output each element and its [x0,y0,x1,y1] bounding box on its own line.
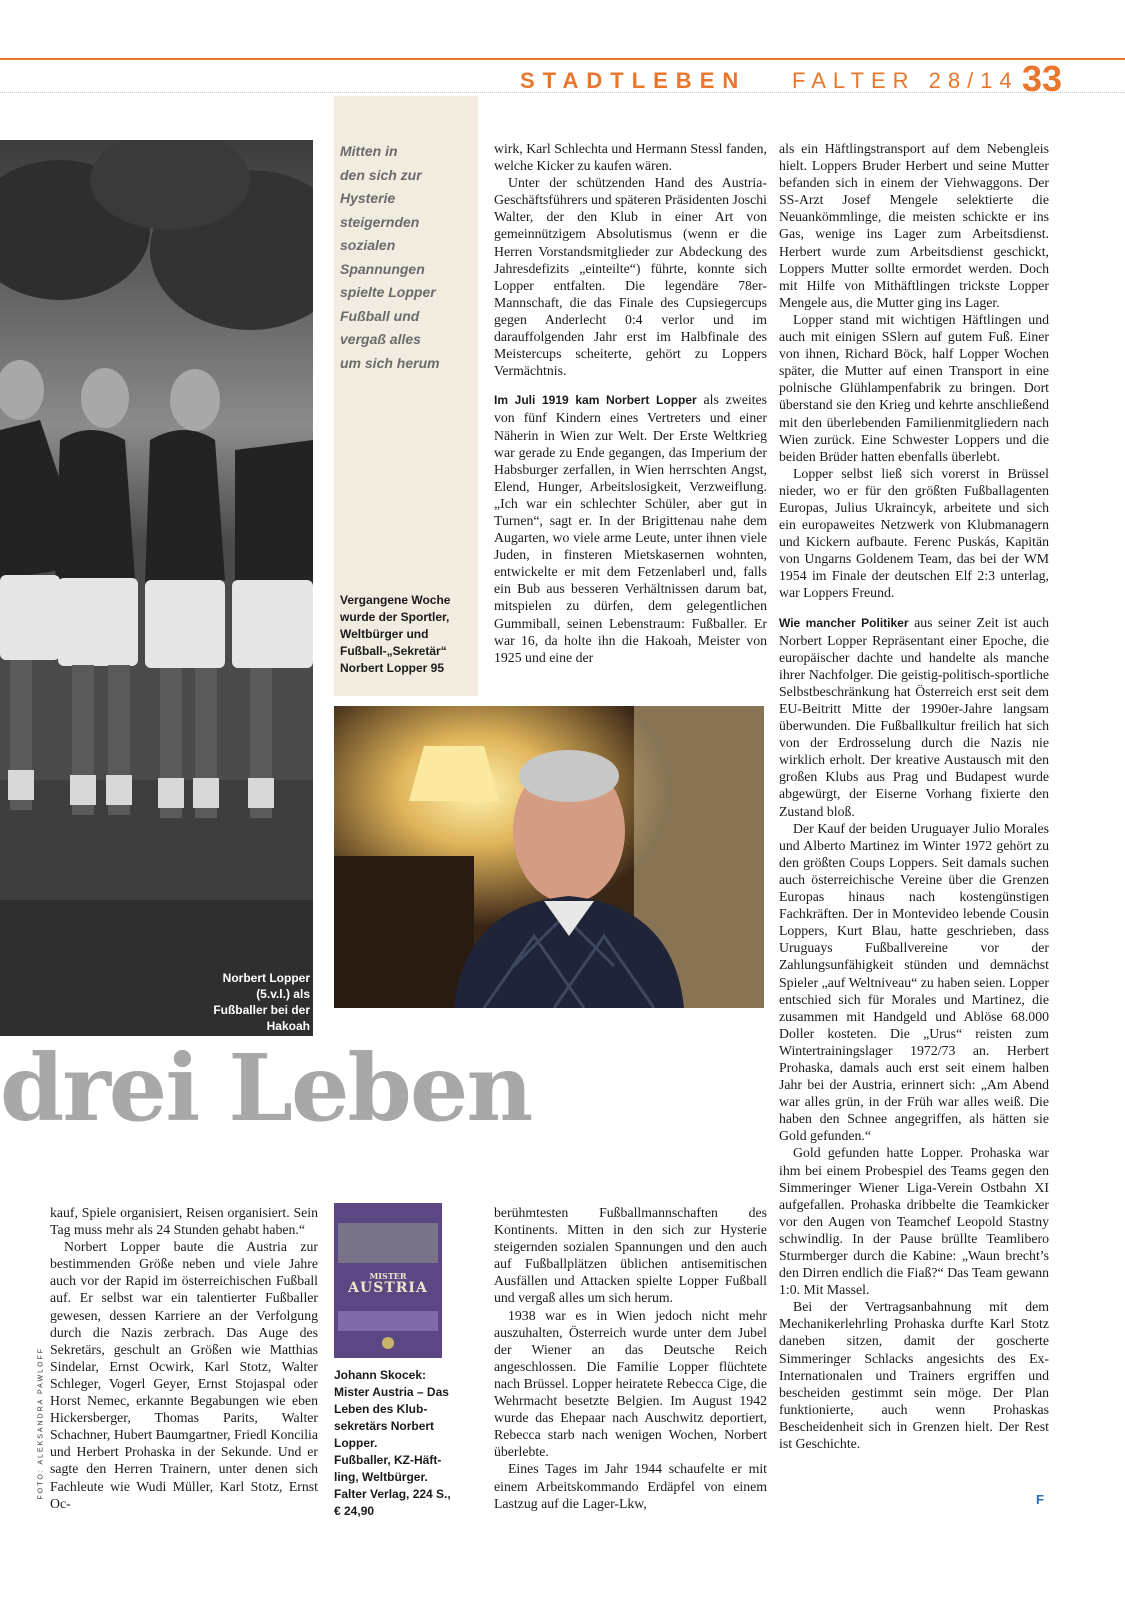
paragraph: kauf, Spiele organisiert, Reisen organisiert. Sein Tag muss mehr als 24 Stunden gehabt haben.“ [50,1205,318,1238]
book-cover [334,1203,442,1358]
pull-quote-line: Fußball und [340,307,420,324]
book-cover-title-large: AUSTRIA [348,1280,428,1296]
pull-quote-line: Hysterie [340,190,396,206]
paragraph: als ein Häftlingstransport auf dem Nebengleis hielt. Loppers Bruder Herbert und seine Mutter befanden sich in einem der Viehwaggons. Der SS-Arzt Josef Mengele selektierte die Neuankömmlinge, die meisten schickte er ins Gas, wenige ins Lager zum Arbeitsdienst. Herbert wurde zum Arbeitsdienst geschickt, Loppers Mutter sollte ermordet werden. Doch mit Hilfe von Mithäftlingen trickste Lopper Mengele aus, die Mutter ging ins Lager. [779,141,1049,310]
book-caption-line: Leben des Klub- [334,1402,428,1416]
paragraph: Gold gefunden hatte Lopper. Prohaska war ihm bei einem Probespiel des Teams gegen den Simmeringer Wiener Liga-Verein Ostbahn XI aufgefallen. Prohaska dribbelte die Teamkicker vor den Augen von Teamchef Leopold Stastny schwindlig. In der Pause brüllte Teamlibero Sturmberger durch die Kabine: „Waun brecht’s den Dirren endlich die Fiaß?“ Das Team gewann 1:0. Mit Massel. [779,1145,1049,1298]
pull-quote [340,140,465,375]
pull-quote-line: Mitten in [340,143,398,159]
book-cover-title-small: MISTER [369,1271,407,1281]
book-caption-line: € 24,90 [334,1504,375,1518]
book-caption-line: Lopper. [334,1436,378,1450]
paragraph: berühmtesten Fußballmannschaften des Kontinents. Mitten in den sich zur Hysterie steigernden sozialen Spannungen und den auch auf Fußballplätzen üblichen antisemitischen Ausfällen und Attacken spielte Lopper Fußball und vergaß alles um sich herum. [494,1205,767,1306]
book-caption-line: ling, Weltbürger. [334,1470,428,1484]
issue-label: FALTER 28/14 [792,68,1019,93]
team-photo [0,140,313,1036]
photo-credit-text: FOTO: ALEKSANDRA PAWLOFF [37,1346,45,1500]
book-caption-line: sekretärs Norbert [334,1419,435,1433]
lead-in: Wie mancher Politiker [779,615,909,630]
header-dotted-rule [0,92,1125,93]
article-column-a [50,1204,318,1512]
team-photo-illustration [0,140,313,1036]
section-title: STADTLEBEN [520,68,747,93]
pull-quote-line: Spannungen [340,260,425,277]
pull-quote-line: sozialen [340,237,396,253]
article-column-c [779,140,1049,1452]
paragraph: Lopper stand mit wichtigen Häftlingen und auch mit einigen SSlern auf gutem Fuß. Einer von ihnen, Richard Böck, half Lopper Wochen später, die Mutter auf einen Transport in eine polnische Glühlampenfabrik zu bringen. Dort überstand sie den Krieg und kehrte anschließend mit den überlebenden Familienmitgliedern nach Wien zurück. Eine Schwester Loppers und die beiden Brüder hatten ebenfalls überlebt. [779,311,1049,464]
portrait-caption-line: Norbert Lopper 95 [340,661,445,675]
article-column-d [494,1204,767,1512]
team-photo-caption: Norbert Lopper (5.v.l.) als Fußballer bei der Hakoah [213,971,310,1033]
paragraph: Bei der Vertragsanbahnung mit dem Mechanikerlehrling Prohaska durfte Karl Stotz daneben sitzen, damit der goscherte Simmeringer Schlacks angesichts des Ex-Internationalen und Trainers ergriffen und bescheiden gestimmt sein möge. Der Plan funktionierte, auch wenn Prohaskas Bescheidenheit sich in Grenzen hielt. Der Rest ist Geschichte. [779,1299,1049,1452]
paragraph: Der Kauf der beiden Uruguayer Julio Morales und Alberto Martinez im Winter 1972 gehört zu den größten Coups Loppers. Seit damals suchen auch österreichische Vereine über die Grenzen Europas hinaus nach kostengünstigen Fachkräften. Der in Montevideo lebende Cousin Loppers, Kurt Blau, hatte geschrieben, dass Uruguays Fußballvereine vor der Zahlungsunfähigkeit stünden und demnächst Spieler „auf Weltniveau“ zu haben seien. Lopper entschied sich für Morales und Martinez, die zusammen mit Handgeld und Ablöse 68.000 Doller kosteten. Die „Urus“ reisten zum Wintertrainingslager 1972/73 an. Herbert Prohaska, damals auch erst seit einem halben Jahr bei der Austria, erinnert sich: „Am Abend war alles grün, in der Früh war alles weiß. Die haben den Schnee angegriffen, als hätten sie Gold gefunden.“ [779,820,1049,1144]
lead-body: als zweites von fünf Kindern eines Vertreters und einer Näherin in Wien zur Welt. Der Erste Weltkrieg war gerade zu Ende gegangen, das Imperium der Habsburger zerfallen, in Wien herrschten Angst, Elend, Hunger, Arbeitslosigkeit, Verzweiflung. „Ich war ein schlechter Schüler, aber gut in Turnen“, sagt er. In der Brigittenau nahe dem Augarten, wo viele arme Leute, unter ihnen viele Juden, in finsteren Mietskasernen wohnten, entwickelte er mit dem Fetzenlaberl und, falls ein Bub aus besseren Verhältnissen darum bat, mitspielen zu dürfen, dem gelegentlichen Gummiball, seinen Lebenstraum: Fußballer. Er war 16, da holte ihn die Hakoah, Meister von 1925 und eine der [494,392,767,665]
paragraph: Eines Tages im Jahr 1944 schaufelte er mit einem Arbeitskommando Erdäpfel von einem Lastzug auf die Lager-Lkw, [494,1461,767,1511]
page-number: 33 [1022,58,1063,99]
header-rule [0,58,1125,60]
portrait-caption [340,592,470,677]
photo-credit [34,1346,46,1503]
portrait-photo-illustration [334,706,764,1008]
paragraph: Norbert Lopper baute die Austria zur bestimmenden Größe neben und viele Jahre auch vor der Rapid im österreichischen Fußball auf. Er selbst war ein talentierter Fußballer gewesen, dessen Karriere an der Verfolgung durch die Nazis zerbrach. Das Auge des Sekretärs, geschult an Größen wie Matthias Sindelar, Ernst Ocwirk, Karl Stotz, Walter Schleger, Vogerl Geyer, Ernst Stojaspal oder Horst Nemec, erkannte Begabungen wie eben Hickersberger, Thomas Parits, Walter Schachner, Hubert Baumgartner, Friedl Koncilia und Herbert Prohaska in der Sekunde. Und er sagte den Herren Trainern, unter denen sich Fachleute wie Wudi Müller, Karl Stotz, Ernst Oc- [50,1239,318,1511]
book-caption-line: Mister Austria – Das [334,1385,449,1399]
paragraph: Lopper selbst ließ sich vorerst in Brüssel nieder, wo er für den größten Fußballagenten Europas, Julius Ukraincyk, arbeitete und sich ein europaweites Netzwerk von Klubmanagern und Kickern aufbaute. Ferenc Puskás, Kapitän von Ungarns Goldenem Team, das bei der WM 1954 im Finale der deutschen Elf 2:3 unterlag, war Loppers Freund. [779,465,1049,601]
book-caption-line: Fußballer, KZ-Häft- [334,1453,442,1467]
article-column-b [494,140,767,666]
paragraph: 1938 war es in Wien jedoch nicht mehr auszuhalten, Österreich wurde unter dem Jubel der Wiener an das Deutsche Reich angeschlossen. Die Familie Lopper flüchtete nach Brüssel. Lopper heiratete Rebecca Cige, die Wehrmacht besetzte Belgien. Im August 1942 wurde das Ehepaar nach Auschwitz deportiert, Rebecca starb nach wenigen Wochen, Norbert überlebte. [494,1307,767,1460]
portrait-caption-line: Vergangene Woche [340,593,451,607]
portrait-caption-line: Weltbürger und [340,627,429,641]
headline: drei Leben [0,1034,532,1142]
portrait-caption-line: Fußball-„Sekretär“ [340,644,447,658]
end-mark-icon: F [1036,1492,1044,1507]
portrait-photo [334,706,764,1008]
book-caption-line: Falter Verlag, 224 S., [334,1487,451,1501]
pull-quote-line: den sich zur [340,166,422,183]
book-caption-line: Johann Skocek: [334,1368,427,1382]
paragraph: wirk, Karl Schlechta und Hermann Stessl fanden, welche Kicker zu kaufen wären. [494,141,767,174]
book-caption [334,1367,464,1520]
paragraph-lead [494,391,767,666]
paragraph-lead [779,614,1049,820]
paragraph: Unter der schützenden Hand des Austria-Geschäftsführers und späteren Präsidenten Joschi Walter, der den Klub in einer Art von gemeinnützigem Absolutismus (wenn er die Herren Vorstandsmitglieder zur Abdeckung des Jahresdefizits „einteilte“) führte, konnte sich Lopper entfalten. Die legendäre 78er-Mannschaft, die das Finale des Cupsiegercups gegen Anderlecht 0:4 verlor und im darauffolgenden Jahr erst im Halbfinale des Meistercups scheiterte, gehört zu Loppers Vermächtnis. [494,175,767,379]
pull-quote-line: spielte Lopper [340,284,436,300]
portrait-caption-line: wurde der Sportler, [340,610,450,624]
pull-quote-line: steigernden [340,213,420,230]
lead-body: aus seiner Zeit ist auch Norbert Lopper Repräsentant einer Epoche, die europäischer dachte und handelte als manche ihrer Nachfolger. Die geistig-politisch-sportliche Selbstbeschränkung hat Österreich erst seit dem EU-Beitritt Mitte der 1990er-Jahre langsam überwunden. Die Fußballkultur freilich hat sich von der Erdrosselung durch die Nazis nie wirklich erholt. Der kreative Austausch mit den großen Klubs aus Prag und Budapest wurde abgewürgt, der Eiserne Vorhang fixierte den Zustand bloß. [779,614,1049,819]
pull-quote-line: um sich herum [340,354,440,371]
pull-quote-line: vergaß alles [340,331,421,347]
lead-in: Im Juli 1919 kam Norbert Lopper [494,393,697,408]
